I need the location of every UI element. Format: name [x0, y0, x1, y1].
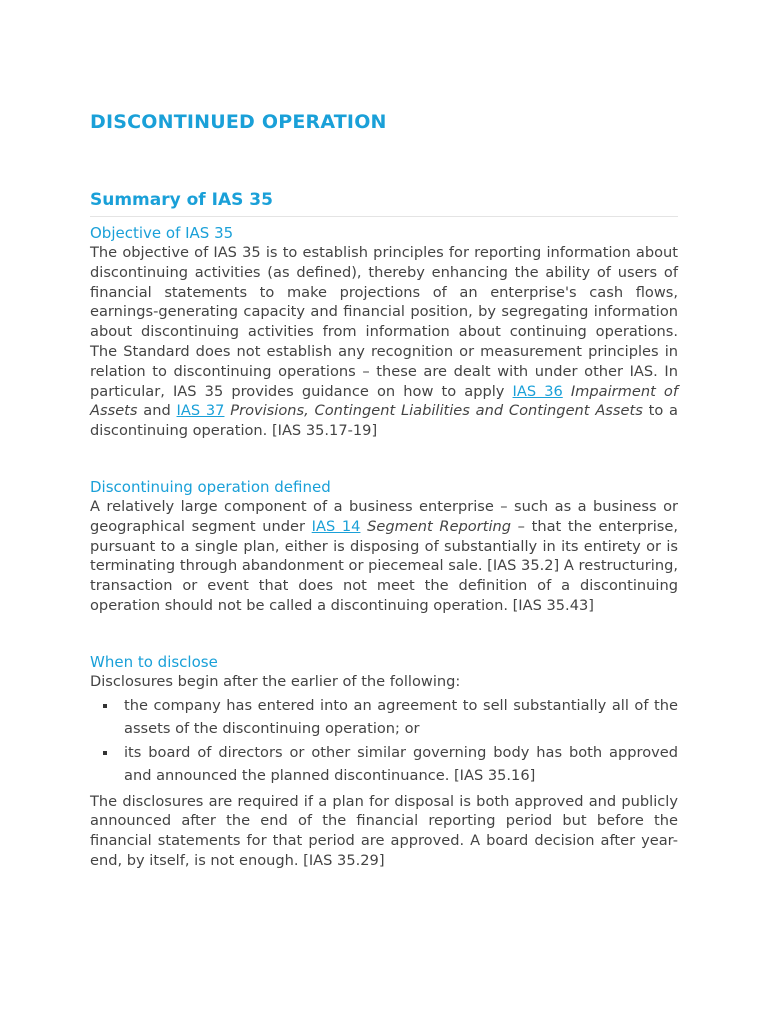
definition-paragraph — [90, 497, 678, 616]
disclosure-intro: Disclosures begin after the earlier of the following: — [90, 672, 461, 690]
disclosure-outro: The disclosures are required if a plan for disposal is both approved and publicly announced after the end of the financial reporting period but before the financial statements for that period are approved. A board decision after year-end, by itself, is not enough. [IAS 35.29] — [90, 792, 678, 869]
list-item-text: its board of directors or other similar governing body has both approved and announced the planned discontinuance. [IAS 35.16] — [124, 743, 678, 785]
objective-heading: Objective of IAS 35 — [90, 224, 234, 242]
ias-14-link[interactable]: IAS 14 — [311, 517, 361, 535]
objective-text-1: The objective of IAS 35 is to establish principles for reporting information about discontinuing activities (as defined), thereby enhancing the ability of users of financial statements to make projections of an enterprise's cash flows, earnings-generating capacity and financial position, by segregating information about discontinuing activities from information about continuing operations. The Standard does not establish any recognition or measurement principles in relation to discontinuing operations – these are dealt with under other IAS. In particular, IAS 35 provides guidance on how to apply — [90, 244, 678, 400]
definition-heading: Discontinuing operation defined — [90, 477, 331, 496]
objective-text-3: to a discontinuing operation. [IAS 35.17-19] — [90, 402, 678, 440]
list-item — [90, 741, 678, 788]
summary-heading: Summary of IAS 35 — [90, 188, 678, 217]
objective-paragraph — [90, 243, 678, 441]
objective-text-2: and — [137, 402, 177, 420]
segment-reporting-title: Segment Reporting — [360, 517, 512, 535]
disclosure-section — [90, 652, 678, 871]
bullet-icon — [103, 704, 107, 708]
ias-37-link[interactable]: IAS 37 — [176, 402, 225, 420]
impairment-of-assets-title: Impairment of Assets — [90, 382, 678, 420]
list-item — [90, 694, 678, 741]
definition-text-1: A relatively large component of a business enterprise – such as a business or geographical segment under — [90, 497, 678, 535]
objective-section — [90, 223, 678, 441]
provisions-title: Provisions, Contingent Liabilities and Contingent Assets — [224, 402, 643, 420]
definition-section — [90, 477, 678, 616]
definition-text-2: – that the enterprise, pursuant to a single plan, either is disposing of substantially in its entirety or is terminating through abandonment or piecemeal sale. [IAS 35.2] A restructuring, transaction or event that does not meet the definition of a discontinuing operation should not be called a discontinuing operation. [IAS 35.43] — [90, 517, 678, 614]
disclosure-list — [90, 694, 678, 788]
ias-36-link[interactable]: IAS 36 — [512, 382, 563, 400]
article-content — [90, 108, 678, 871]
bullet-icon — [103, 751, 107, 755]
page-title: DISCONTINUED OPERATION — [90, 111, 387, 133]
disclosure-heading: When to disclose — [90, 652, 218, 671]
list-item-text: the company has entered into an agreement to sell substantially all of the assets of the discontinuing operation; or — [124, 696, 678, 738]
